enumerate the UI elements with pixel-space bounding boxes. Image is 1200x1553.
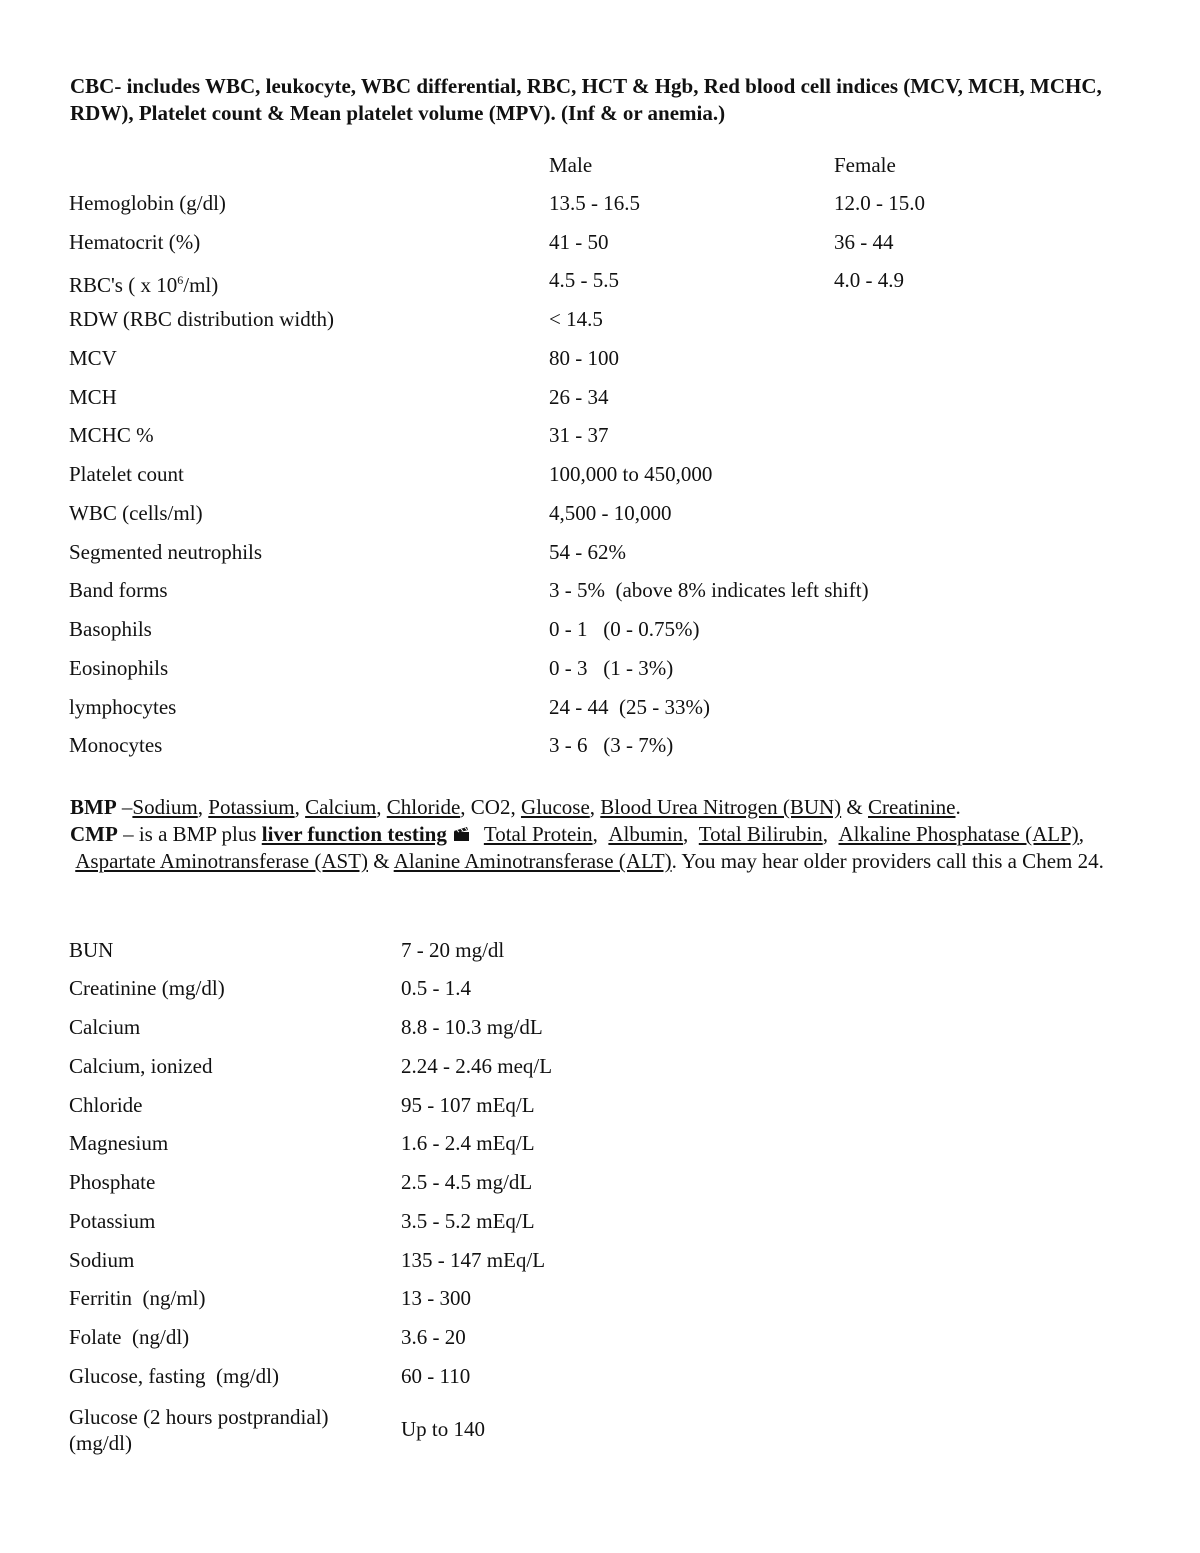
clapperboard-icon (453, 822, 470, 838)
male-range: 0 - 3 (1 - 3%) (549, 656, 674, 680)
test-name-pre: RBC's ( x 10 (69, 273, 178, 297)
male-range: 13.5 - 16.5 (549, 191, 640, 215)
test-name: Phosphate (69, 1170, 156, 1194)
male-range: 4,500 - 10,000 (549, 501, 672, 525)
bmp-cmp-paragraph (70, 794, 1130, 875)
female-range: 12.0 - 15.0 (834, 191, 925, 215)
cmp-item: Albumin (608, 822, 684, 846)
bmp-label: BMP (70, 795, 117, 819)
reference-range: 7 - 20 mg/dl (401, 938, 505, 962)
table-row (0, 227, 1200, 257)
table-row (0, 420, 1200, 450)
cbc-column-headers (0, 150, 1200, 180)
reference-range: 8.8 - 10.3 mg/dL (401, 1015, 543, 1039)
test-name: Platelet count (69, 462, 184, 486)
test-name (69, 265, 218, 300)
male-range: 3 - 6 (3 - 7%) (549, 733, 674, 757)
table-row (0, 1128, 1200, 1158)
reference-range: Up to 140 (401, 1417, 485, 1441)
table-row (0, 1322, 1200, 1352)
test-name: Ferritin (ng/ml) (69, 1286, 206, 1310)
test-name: Magnesium (69, 1131, 169, 1155)
test-name: Creatinine (mg/dl) (69, 976, 225, 1000)
female-range: 4.0 - 4.9 (834, 268, 904, 292)
male-range: < 14.5 (549, 307, 603, 331)
bmp-item: Potassium (208, 795, 295, 819)
table-row (0, 653, 1200, 683)
test-name: Potassium (69, 1209, 156, 1233)
table-row (0, 537, 1200, 567)
test-name: Chloride (69, 1093, 143, 1117)
table-row (0, 1012, 1200, 1042)
male-range: 4.5 - 5.5 (549, 268, 619, 292)
table-row (0, 1051, 1200, 1081)
table-row (0, 1206, 1200, 1236)
table-row (0, 343, 1200, 373)
male-range: 26 - 34 (549, 385, 609, 409)
bmp-item: Creatinine (868, 795, 956, 819)
table-row (0, 1283, 1200, 1313)
bmp-item: Chloride (386, 795, 461, 819)
table-row (0, 973, 1200, 1003)
cmp-label: CMP (70, 822, 118, 846)
table-row (0, 304, 1200, 334)
test-name: Monocytes (69, 733, 163, 757)
male-range: 100,000 to 450,000 (549, 462, 713, 486)
male-range: 24 - 44 (25 - 33%) (549, 695, 710, 719)
reference-range: 95 - 107 mEq/L (401, 1093, 535, 1117)
reference-range: 13 - 300 (401, 1286, 471, 1310)
table-row (0, 614, 1200, 644)
table-row (0, 730, 1200, 760)
male-range: 3 - 5% (above 8% indicates left shift) (549, 578, 869, 602)
bmp-item: CO2 (470, 795, 511, 819)
test-name: BUN (69, 938, 114, 962)
test-name: Hematocrit (%) (69, 230, 201, 254)
cmp-item: Total Bilirubin (698, 822, 823, 846)
column-header-male: Male (549, 153, 593, 177)
test-name-sup: 6 (177, 273, 184, 287)
male-range: 80 - 100 (549, 346, 619, 370)
table-row (0, 1167, 1200, 1197)
table-row (0, 575, 1200, 605)
test-name: MCHC % (69, 423, 154, 447)
column-header-female: Female (834, 153, 896, 177)
cmp-item: Total Protein (483, 822, 593, 846)
table-row (0, 1090, 1200, 1120)
reference-range: 1.6 - 2.4 mEq/L (401, 1131, 535, 1155)
test-name: Glucose (2 hours postprandial) (mg/dl) (69, 1405, 329, 1455)
test-name: Sodium (69, 1248, 135, 1272)
cmp-item: Alkaline Phosphatase (ALP) (838, 822, 1079, 846)
test-name: Eosinophils (69, 656, 169, 680)
test-name: Segmented neutrophils (69, 540, 263, 564)
cmp-item: Alanine Aminotransferase (ALT) (393, 849, 672, 873)
test-name: lymphocytes (69, 695, 177, 719)
test-name: Calcium, ionized (69, 1054, 213, 1078)
test-name: WBC (cells/ml) (69, 501, 203, 525)
bmp-item: Sodium (132, 795, 198, 819)
table-row (0, 382, 1200, 412)
bmp-item: Glucose (520, 795, 590, 819)
reference-range: 3.5 - 5.2 mEq/L (401, 1209, 535, 1233)
reference-range: 0.5 - 1.4 (401, 976, 471, 1000)
test-name: Hemoglobin (g/dl) (69, 191, 226, 215)
reference-range: 2.5 - 4.5 mg/dL (401, 1170, 533, 1194)
female-range: 36 - 44 (834, 230, 894, 254)
table-row (0, 498, 1200, 528)
table-row (0, 935, 1200, 965)
bmp-item: Calcium (305, 795, 377, 819)
cmp-item: Aspartate Aminotransferase (AST) (75, 849, 368, 873)
reference-range: 2.24 - 2.46 meq/L (401, 1054, 553, 1078)
bmp-item: Blood Urea Nitrogen (BUN) (600, 795, 842, 819)
reference-range: 135 - 147 mEq/L (401, 1248, 546, 1272)
test-name: Folate (ng/dl) (69, 1325, 190, 1349)
test-name: Basophils (69, 617, 152, 641)
cbc-header: CBC- includes WBC, leukocyte, WBC differential, RBC, HCT & Hgb, Red blood cell indices (MCV, MCH, MCHC, RDW), Platelet count & Mean platelet volume (MPV). (Inf & or anemia.) (70, 74, 1102, 125)
cmp-line: CMP – is a BMP plus liver function testing Total Protein, Albumin, Total Bilirubin, Alkaline Phosphatase (ALP), Aspartate Aminotransferase (AST) & Alanine Aminotransferase (ALT). You may hear older providers call this a Chem 24. (70, 822, 1104, 873)
table-row (0, 459, 1200, 489)
table-row (0, 265, 1200, 295)
liver-function-testing: liver function testing (261, 822, 447, 846)
male-range: 0 - 1 (0 - 0.75%) (549, 617, 700, 641)
male-range: 31 - 37 (549, 423, 609, 447)
table-row (0, 1245, 1200, 1275)
table-row (0, 188, 1200, 218)
reference-range: 3.6 - 20 (401, 1325, 466, 1349)
test-name: Glucose, fasting (mg/dl) (69, 1364, 279, 1388)
table-row (0, 1361, 1200, 1391)
test-name: MCV (69, 346, 117, 370)
test-name: MCH (69, 385, 117, 409)
male-range: 41 - 50 (549, 230, 609, 254)
test-name: Calcium (69, 1015, 141, 1039)
test-name-post: /ml) (183, 273, 219, 297)
male-range: 54 - 62% (549, 540, 626, 564)
test-name: Band forms (69, 578, 168, 602)
table-row (0, 692, 1200, 722)
bmp-line: BMP –Sodium, Potassium, Calcium, Chloride, CO2, Glucose, Blood Urea Nitrogen (BUN) & Creatinine. (70, 795, 961, 819)
test-name: RDW (RBC distribution width) (69, 307, 335, 331)
reference-range: 60 - 110 (401, 1364, 471, 1388)
